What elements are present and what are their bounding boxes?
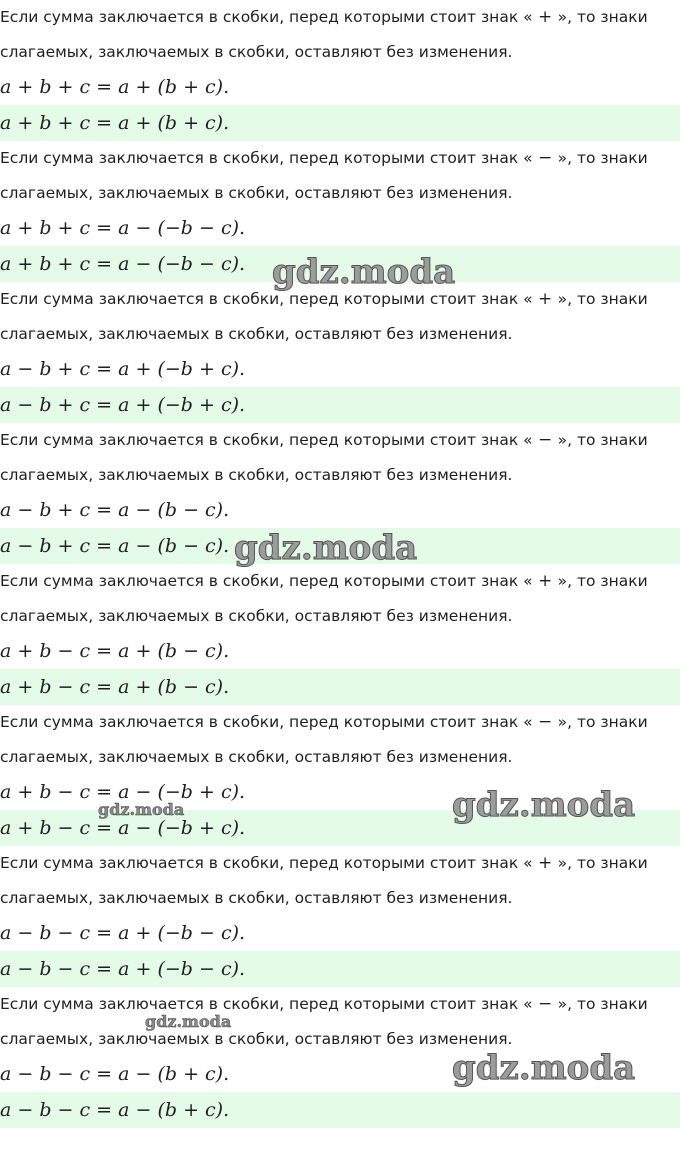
exercise-block-4 (0, 423, 680, 564)
answer-formula: a + b + c = a − (−b − c). (0, 246, 680, 282)
watermark-logo: gdz.moda (234, 528, 418, 568)
rule-text: Если сумма заключается в скобки, перед которыми стоит знак « + », то знаки слагаемых, заключаемых в скобки, оставляют без изменения. (0, 571, 648, 625)
task-formula: a + b − c = a + (b − c). (0, 640, 230, 662)
task-formula: a − b + c = a − (b − c). (0, 499, 230, 521)
answer-formula: a + b − c = a + (b − c). (0, 669, 680, 705)
task-formula: a + b + c = a − (−b − c). (0, 217, 246, 239)
watermark-logo: gdz.moda (452, 1048, 636, 1088)
answer-formula: a + b + c = a + (b + c). (0, 105, 680, 141)
answer-formula: a − b + c = a − (b − c). (0, 528, 680, 564)
exercise-block-3 (0, 282, 680, 423)
rule-text: Если сумма заключается в скобки, перед которыми стоит знак « − », то знаки слагаемых, заключаемых в скобки, оставляют без изменения. (0, 994, 648, 1048)
watermark-logo: gdz.moda (98, 800, 185, 819)
exercise-block-6 (0, 705, 680, 846)
exercise-block-8 (0, 987, 680, 1128)
task-formula: a − b − c = a + (−b − c). (0, 922, 246, 944)
rule-text: Если сумма заключается в скобки, перед которыми стоит знак « + », то знаки слагаемых, заключаемых в скобки, оставляют без изменения. (0, 853, 648, 907)
rule-text: Если сумма заключается в скобки, перед которыми стоит знак « + », то знаки слагаемых, заключаемых в скобки, оставляют без изменения. (0, 289, 648, 343)
watermark-logo: gdz.moda (272, 252, 456, 292)
exercise-block-7 (0, 846, 680, 987)
exercise-block-1 (0, 0, 680, 141)
rule-text: Если сумма заключается в скобки, перед которыми стоит знак « − », то знаки слагаемых, заключаемых в скобки, оставляют без изменения. (0, 712, 648, 766)
answer-formula: a − b − c = a − (b + c). (0, 1092, 680, 1128)
exercise-block-2 (0, 141, 680, 282)
task-formula: a + b − c = a − (−b + c). (0, 781, 246, 803)
task-formula: a + b + c = a + (b + c). (0, 76, 230, 98)
rule-text: Если сумма заключается в скобки, перед которыми стоит знак « + », то знаки слагаемых, заключаемых в скобки, оставляют без изменения. (0, 7, 648, 61)
watermark-logo: gdz.moda (452, 785, 636, 825)
task-formula: a − b − c = a − (b + c). (0, 1063, 230, 1085)
rule-text: Если сумма заключается в скобки, перед которыми стоит знак « − », то знаки слагаемых, заключаемых в скобки, оставляют без изменения. (0, 430, 648, 484)
answer-formula: a − b − c = a + (−b − c). (0, 951, 680, 987)
answer-formula: a − b + c = a + (−b + c). (0, 387, 680, 423)
watermark-logo: gdz.moda (145, 1012, 232, 1031)
rule-text: Если сумма заключается в скобки, перед которыми стоит знак « − », то знаки слагаемых, заключаемых в скобки, оставляют без изменения. (0, 148, 648, 202)
answer-formula: a + b − c = a − (−b + c). (0, 810, 680, 846)
exercise-block-5 (0, 564, 680, 705)
task-formula: a − b + c = a + (−b + c). (0, 358, 246, 380)
